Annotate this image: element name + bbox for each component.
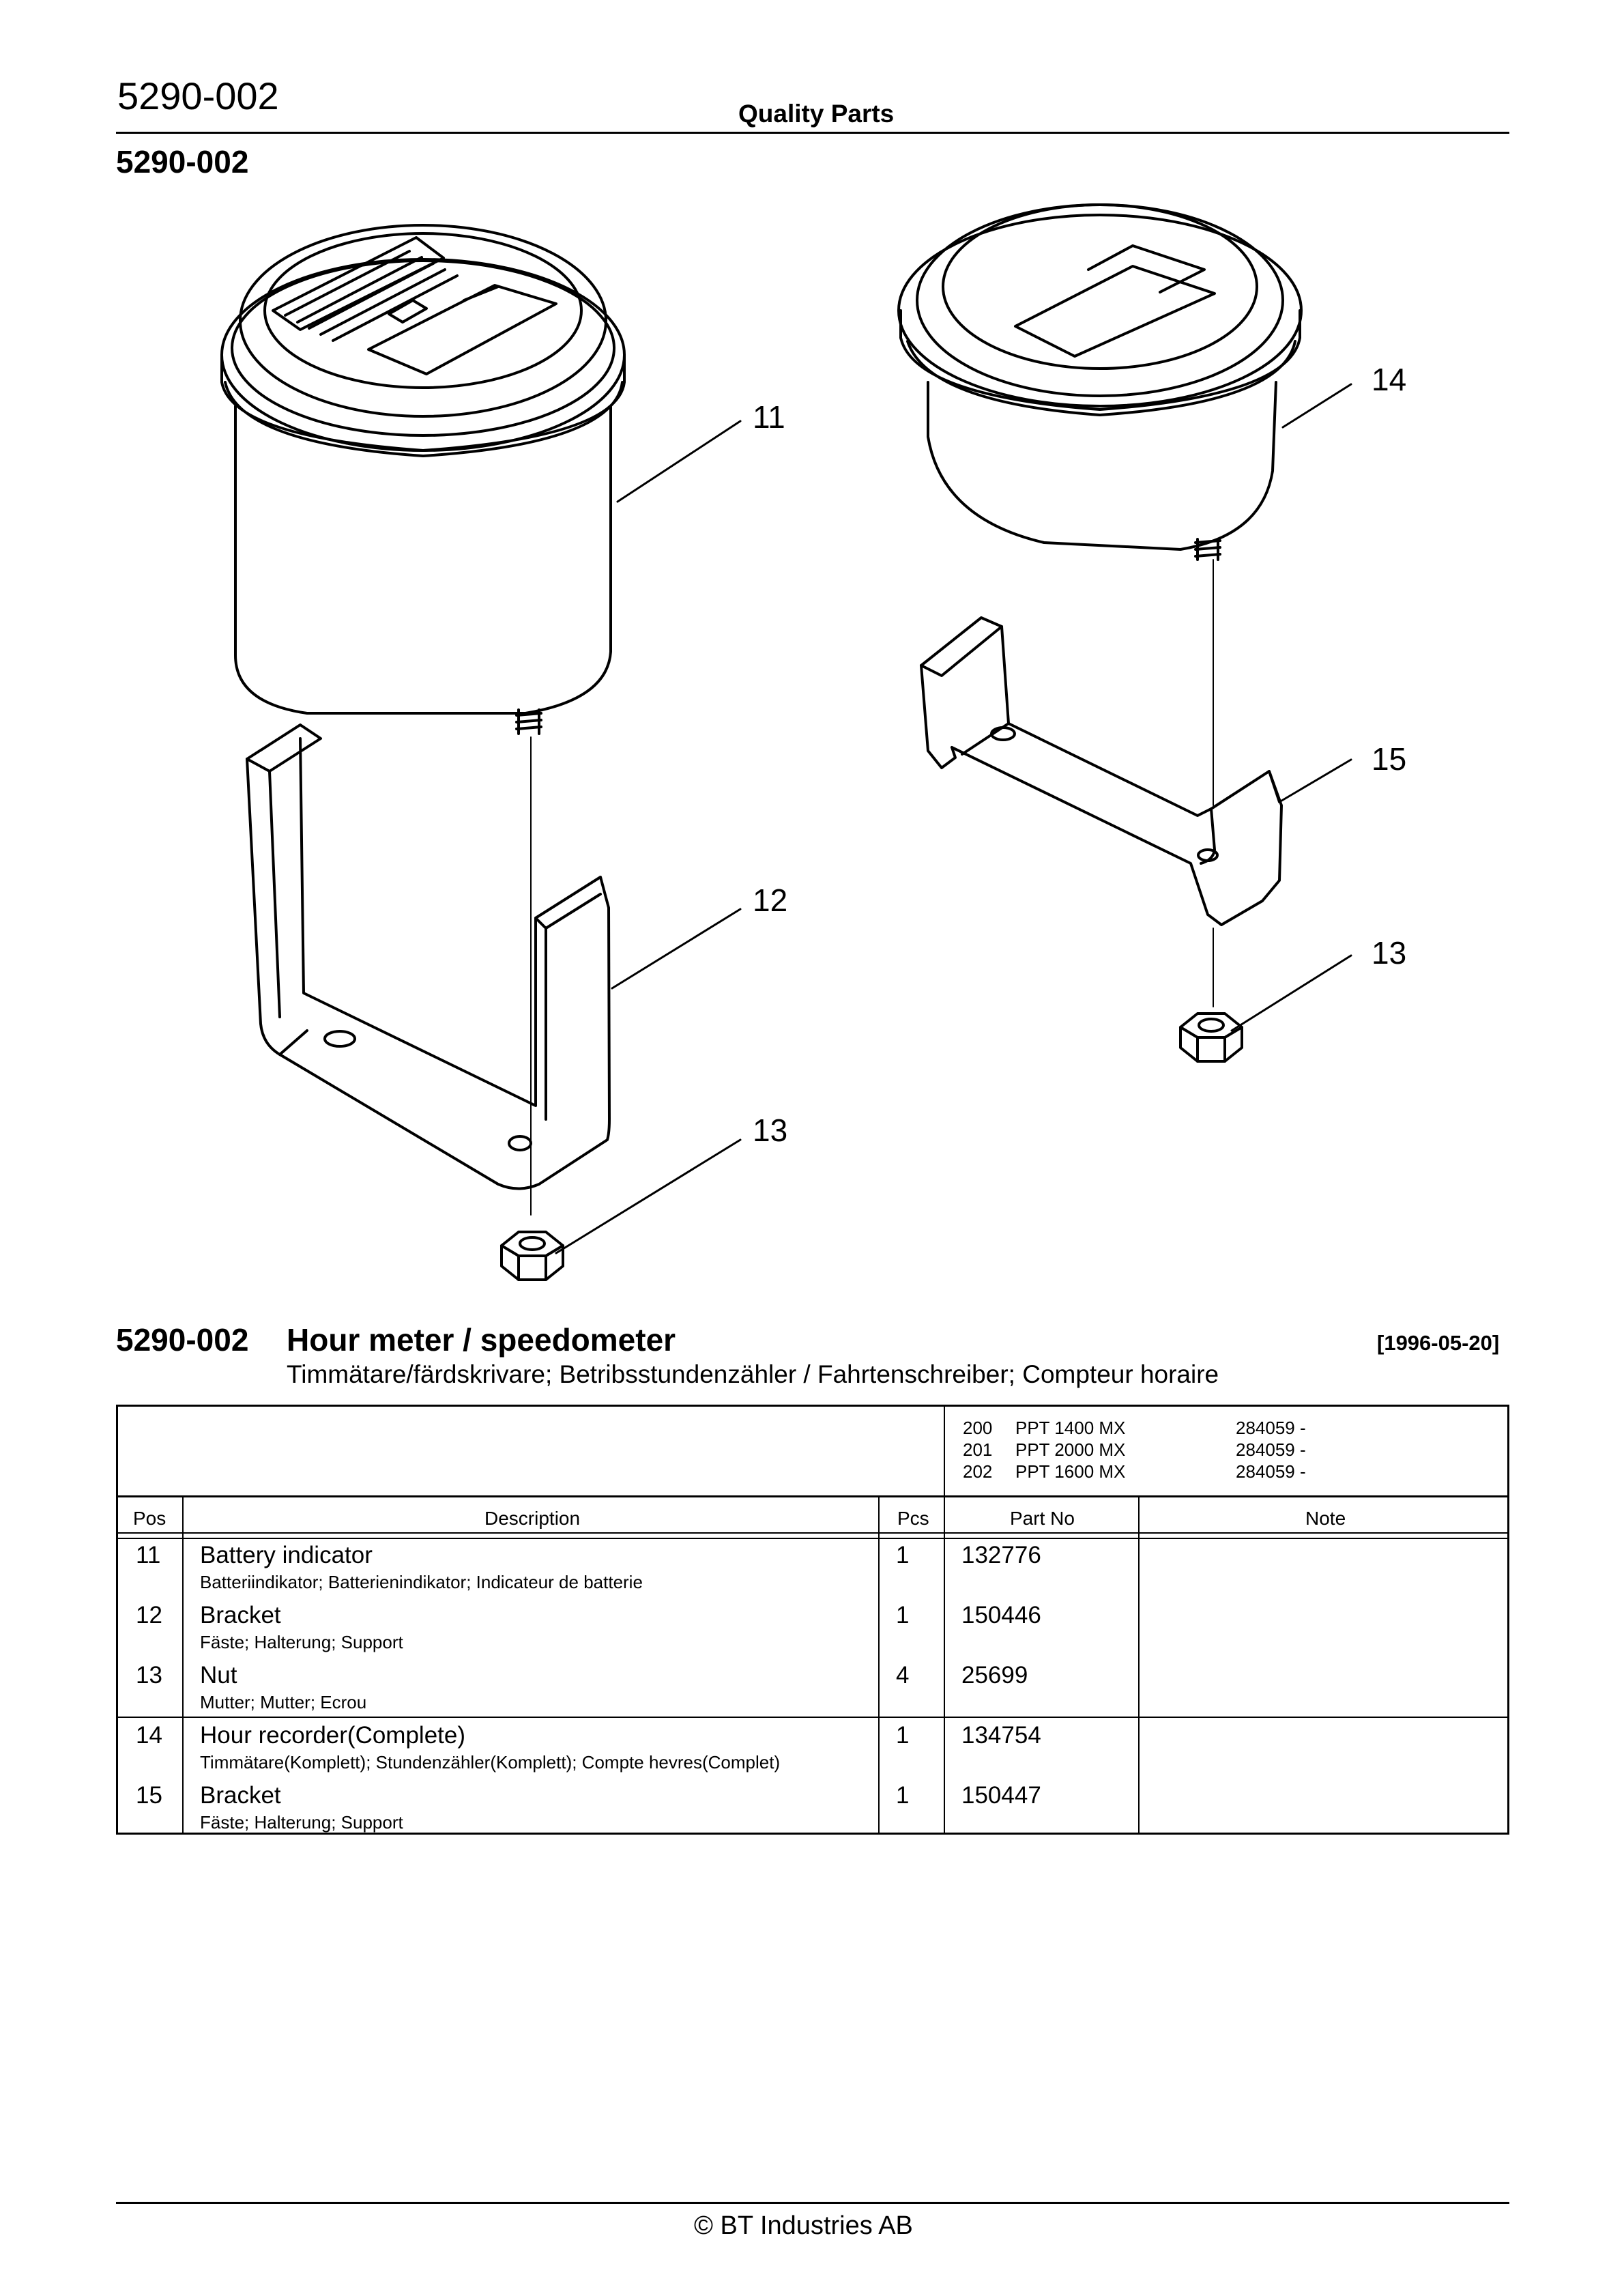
group-heading: 5290-002 xyxy=(116,144,249,180)
row-pcs: 4 xyxy=(896,1662,910,1689)
column-header-description: Description xyxy=(484,1508,581,1529)
row-translations: Fäste; Halterung; Support xyxy=(200,1632,403,1652)
row-pos: 11 xyxy=(136,1542,161,1568)
model-serial: 284059 - xyxy=(1236,1461,1306,1482)
parts-table xyxy=(116,1405,1509,1835)
row-part-no: 25699 xyxy=(961,1662,1028,1689)
publisher-label: Quality Parts xyxy=(738,100,895,128)
row-translations: Timmätare(Komplett); Stundenzähler(Komplett); Compte hevres(Complet) xyxy=(200,1752,781,1773)
row-pcs: 1 xyxy=(896,1782,910,1809)
row-pos: 13 xyxy=(136,1662,162,1689)
section-title: Hour meter / speedometer xyxy=(287,1322,676,1358)
row-pos: 15 xyxy=(136,1782,162,1809)
callout-14: 14 xyxy=(1372,362,1407,397)
callout-15: 15 xyxy=(1372,741,1407,777)
row-pcs: 1 xyxy=(896,1722,910,1749)
row-description: Bracket xyxy=(200,1782,281,1809)
model-name: PPT 2000 MX xyxy=(1015,1439,1126,1460)
row-description: Hour recorder(Complete) xyxy=(200,1722,466,1749)
row-pos: 14 xyxy=(136,1722,162,1749)
model-name: PPT 1400 MX xyxy=(1015,1418,1126,1438)
callout-11: 11 xyxy=(753,399,785,435)
row-part-no: 150446 xyxy=(961,1602,1041,1628)
model-name: PPT 1600 MX xyxy=(1015,1461,1126,1482)
row-part-no: 150447 xyxy=(961,1782,1041,1809)
model-serial: 284059 - xyxy=(1236,1418,1306,1438)
model-code: 202 xyxy=(963,1461,993,1482)
row-pos: 12 xyxy=(136,1602,162,1628)
row-translations: Mutter; Mutter; Ecrou xyxy=(200,1692,367,1712)
column-header-part-no: Part No xyxy=(1010,1508,1075,1529)
leader-lines xyxy=(556,384,1351,1253)
row-part-no: 132776 xyxy=(961,1542,1041,1568)
row-part-no: 134754 xyxy=(961,1722,1041,1749)
nut-13-right-illustration xyxy=(1180,1014,1242,1061)
section-subtitle: Timmätare/färdskrivare; Betribsstundenzähler / Fahrtenschreiber; Compteur horaire xyxy=(287,1360,1219,1388)
footer-divider xyxy=(116,2202,1509,2204)
bracket-15-illustration xyxy=(921,560,1281,1007)
model-serial: 284059 - xyxy=(1236,1439,1306,1460)
battery-indicator-illustration xyxy=(222,225,624,734)
row-pcs: 1 xyxy=(896,1602,910,1628)
callout-13-right: 13 xyxy=(1372,935,1407,971)
revision-date: [1996-05-20] xyxy=(1377,1331,1500,1355)
row-pcs: 1 xyxy=(896,1542,910,1568)
section-number: 5290-002 xyxy=(116,1322,249,1358)
row-translations: Batteriindikator; Batterienindikator; Indicateur de batterie xyxy=(200,1572,643,1592)
callout-12: 12 xyxy=(753,882,788,918)
bracket-12-illustration xyxy=(247,725,609,1215)
column-header-note: Note xyxy=(1305,1508,1346,1529)
row-description: Nut xyxy=(200,1662,237,1689)
copyright: © BT Industries AB xyxy=(694,2211,913,2240)
hour-recorder-illustration xyxy=(899,205,1301,560)
row-translations: Fäste; Halterung; Support xyxy=(200,1812,403,1833)
document-number: 5290-002 xyxy=(117,74,279,117)
model-code: 200 xyxy=(963,1418,993,1438)
row-description: Bracket xyxy=(200,1602,281,1628)
column-header-pcs: Pcs xyxy=(897,1508,929,1529)
nut-13-left-illustration xyxy=(502,1232,563,1280)
callout-13-left: 13 xyxy=(753,1113,788,1148)
column-header-pos: Pos xyxy=(133,1508,166,1529)
model-code: 201 xyxy=(963,1439,993,1460)
row-description: Battery indicator xyxy=(200,1542,373,1568)
